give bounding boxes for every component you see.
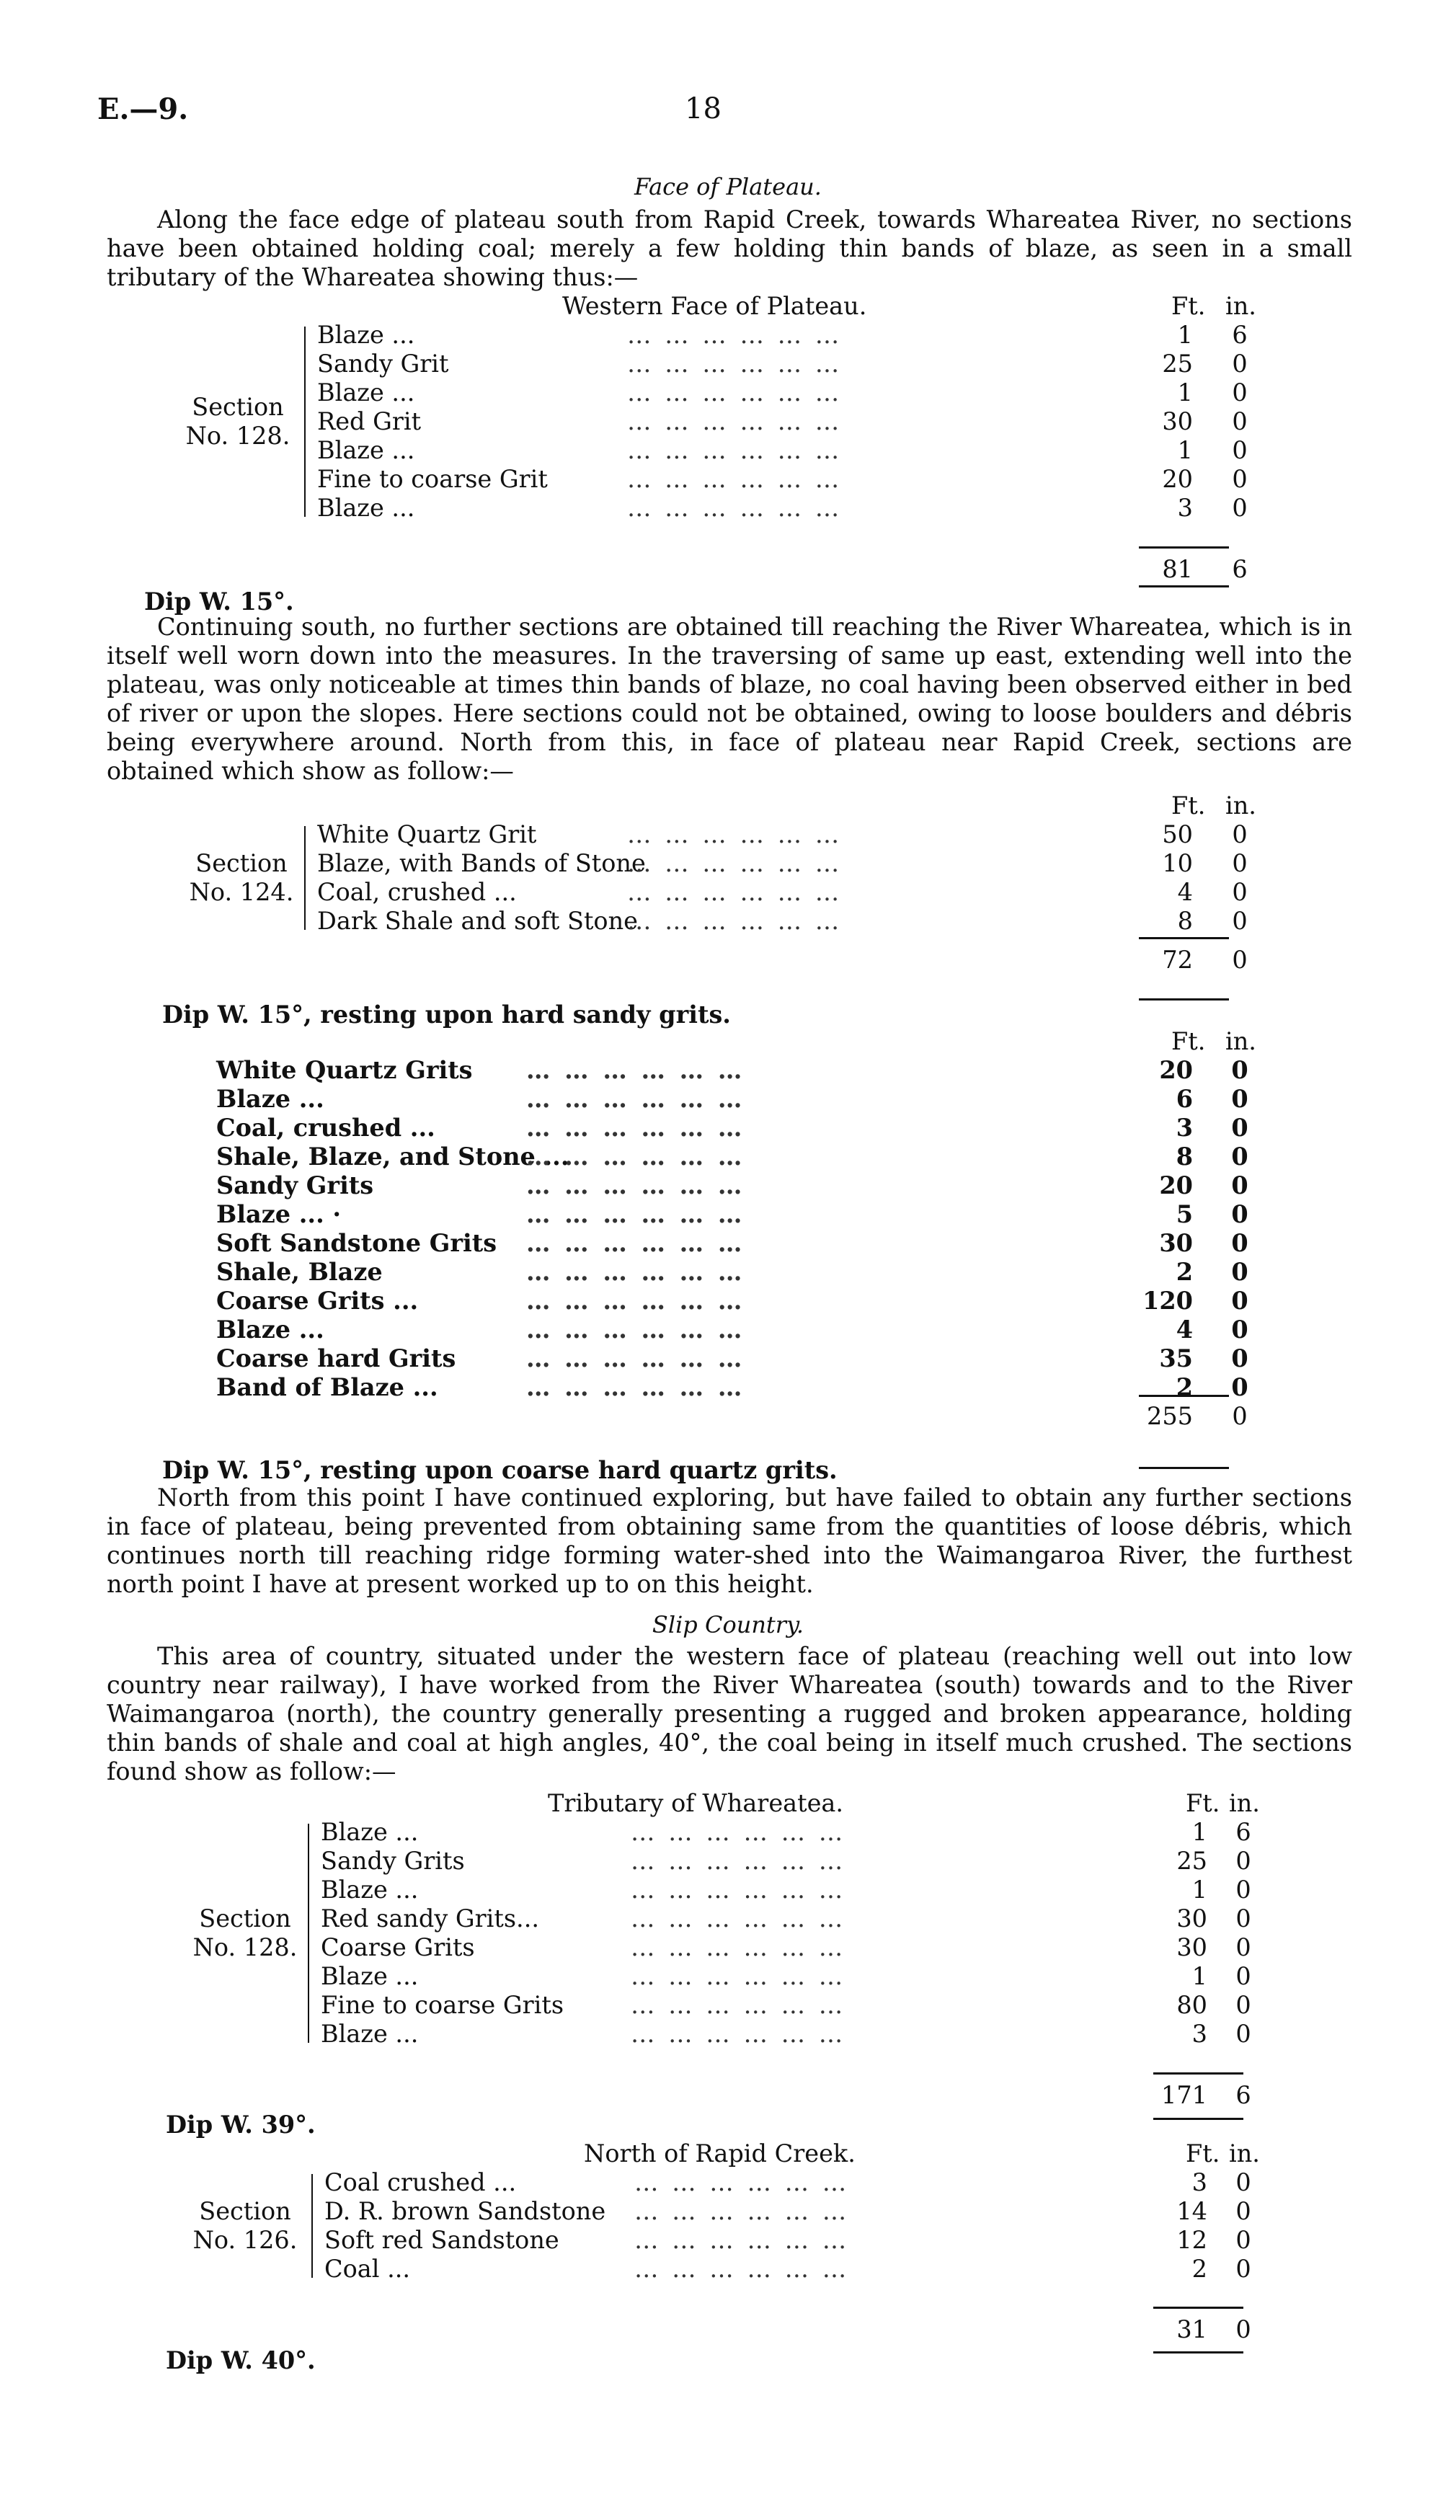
- row-feet: 20: [1162, 465, 1193, 493]
- table-row: [0, 1316, 1456, 1344]
- section-label: Section: [195, 849, 288, 877]
- table-row: [0, 1200, 1456, 1229]
- row-inches: 0: [1235, 2255, 1251, 2283]
- row-material: Blaze, with Bands of Stone: [317, 849, 646, 877]
- dot-leader: … … … … … …: [627, 849, 843, 877]
- row-feet: 5: [1176, 1200, 1193, 1228]
- row-feet: 4: [1176, 1316, 1193, 1344]
- row-material: Blaze ...: [321, 1962, 419, 1990]
- table-row: [0, 2168, 1456, 2197]
- dot-leader: … … … … … …: [526, 1143, 745, 1171]
- dot-leader: … … … … … …: [526, 1316, 745, 1344]
- row-feet: 3: [1191, 2020, 1207, 2048]
- dot-leader: … … … … … …: [526, 1171, 745, 1199]
- table-row: [0, 1818, 1456, 1847]
- dot-leader: … … … … … …: [627, 465, 843, 493]
- dot-leader: … … … … … …: [627, 820, 843, 848]
- row-feet: 3: [1191, 2168, 1207, 2196]
- row-material: Coal crushed ...: [324, 2168, 517, 2196]
- row-inches: 0: [1232, 878, 1248, 906]
- row-feet: 25: [1176, 1847, 1207, 1875]
- section-number: No. 126.: [192, 2226, 298, 2254]
- dot-leader: … … … … … …: [631, 1904, 846, 1933]
- section-brace: [304, 327, 306, 517]
- row-feet: 10: [1162, 849, 1193, 877]
- section-brace: [311, 2174, 313, 2278]
- row-feet: 6: [1176, 1085, 1193, 1113]
- dot-leader: … … … … … …: [526, 1258, 745, 1286]
- dot-leader: … … … … … …: [526, 1287, 745, 1315]
- row-inches: 0: [1231, 1114, 1248, 1142]
- table5-col-ft: Ft.: [1186, 2139, 1220, 2168]
- total-rule: [1139, 998, 1229, 1001]
- row-material: Blaze ...: [321, 2020, 419, 2048]
- table-row: [0, 1114, 1456, 1143]
- row-feet: 80: [1176, 1991, 1207, 2019]
- table5-dip: Dip W. 40°.: [166, 2346, 316, 2374]
- total-rule: [1153, 2118, 1243, 2120]
- row-inches: 0: [1235, 2168, 1251, 2196]
- row-feet: 120: [1142, 1287, 1193, 1315]
- table-row: [0, 1847, 1456, 1876]
- row-material: Red sandy Grits...: [321, 1904, 539, 1933]
- table-row: [0, 321, 1456, 350]
- row-inches: 0: [1235, 1904, 1251, 1933]
- table-row: [0, 1876, 1456, 1904]
- row-material: Coal, crushed ...: [317, 878, 517, 906]
- row-material: Band of Blaze ...: [216, 1373, 438, 1401]
- paragraph-slip-country: This area of country, situated under the western face of plateau (reaching well out into low country near railway), I have worked from the River Whareatea (south) towards and to the River Waimangaroa (north), the country generally presenting a rugged and broken appearance, holding thin bands of shale and coal at high angles, 40°, the coal being in itself much crushed. The sections found show as follow:—: [107, 1642, 1352, 1785]
- table5-heading: North of Rapid Creek.: [584, 2139, 856, 2168]
- table-row: [0, 350, 1456, 378]
- dot-leader: … … … … … …: [526, 1373, 745, 1401]
- row-inches: 0: [1232, 907, 1248, 935]
- dot-leader: … … … … … …: [526, 1114, 745, 1142]
- section-title-face-of-plateau: Face of Plateau.: [634, 173, 822, 200]
- total-inches: 0: [1232, 946, 1248, 974]
- row-feet: 4: [1177, 878, 1193, 906]
- row-material: Coarse hard Grits: [216, 1344, 456, 1372]
- dot-leader: … … … … … …: [627, 494, 843, 522]
- row-inches: 0: [1231, 1200, 1248, 1228]
- row-feet: 1: [1177, 436, 1193, 464]
- row-inches: 0: [1235, 1933, 1251, 1961]
- total-rule: [1153, 2351, 1243, 2353]
- row-feet: 50: [1162, 820, 1193, 848]
- row-feet: 2: [1176, 1373, 1193, 1401]
- row-inches: 0: [1235, 2020, 1251, 2048]
- table4-heading: Tributary of Whareatea.: [548, 1789, 844, 1817]
- table-row: [0, 820, 1456, 849]
- row-inches: 0: [1232, 820, 1248, 848]
- table-row: [0, 1373, 1456, 1402]
- table-row: [0, 1171, 1456, 1200]
- row-material: Blaze ...: [317, 494, 415, 522]
- row-inches: 0: [1235, 1962, 1251, 1990]
- dot-leader: … … … … … …: [526, 1200, 745, 1228]
- dot-leader: … … … … … …: [631, 1818, 846, 1846]
- paragraph-face-of-plateau: Along the face edge of plateau south from Rapid Creek, towards Whareatea River, no sections have been obtained holding coal; merely a few holding thin bands of blaze, as seen in a small tributary of the Whareatea showing thus:—: [107, 205, 1352, 291]
- row-material: Blaze ... ·: [216, 1200, 342, 1228]
- dot-leader: … … … … … …: [631, 1962, 846, 1990]
- row-feet: 8: [1176, 1143, 1193, 1171]
- row-feet: 8: [1177, 907, 1193, 935]
- dot-leader: … … … … … …: [627, 436, 843, 464]
- row-material: Dark Shale and soft Stone: [317, 907, 638, 935]
- row-feet: 30: [1162, 407, 1193, 435]
- section-number: No. 128.: [192, 1933, 298, 1961]
- dot-leader: … … … … … …: [526, 1056, 745, 1084]
- row-material: Blaze ...: [317, 321, 415, 349]
- dot-leader: … … … … … …: [634, 2255, 850, 2283]
- table-row: [0, 1143, 1456, 1171]
- table-row: [0, 1962, 1456, 1991]
- table-row: [0, 465, 1456, 494]
- row-material: Blaze ...: [216, 1085, 324, 1113]
- table-row: [0, 1344, 1456, 1373]
- row-material: Sandy Grits: [321, 1847, 465, 1875]
- row-feet: 2: [1191, 2255, 1207, 2283]
- dot-leader: … … … … … …: [634, 2197, 850, 2225]
- dot-leader: … … … … … …: [627, 378, 843, 407]
- dot-leader: … … … … … …: [631, 1991, 846, 2019]
- row-material: Soft red Sandstone: [324, 2226, 559, 2254]
- document-code: E.—9.: [97, 92, 189, 126]
- row-feet: 30: [1176, 1904, 1207, 1933]
- dot-leader: … … … … … …: [627, 407, 843, 435]
- table-row: [0, 2020, 1456, 2049]
- paragraph-continuing-south: Continuing south, no further sections are obtained till reaching the River Whareatea, which is in itself well worn down into the measures. In the traversing of same up east, extending well into the plateau, was only noticeable at times thin bands of blaze, no coal having been observed either in bed of river or upon the slopes. Here sections could not be obtained, owing to loose boulders and débris being everywhere around. North from this, in face of plateau near Rapid Creek, sections are obtained which show as follow:—: [107, 613, 1352, 785]
- section-number: No. 128.: [185, 422, 290, 450]
- row-feet: 1: [1191, 1818, 1207, 1846]
- row-material: Sandy Grit: [317, 350, 449, 378]
- row-material: D. R. brown Sandstone: [324, 2197, 606, 2225]
- row-material: Sandy Grits: [216, 1171, 374, 1199]
- row-inches: 0: [1231, 1373, 1248, 1401]
- table-row: [0, 494, 1456, 523]
- row-material: Blaze ...: [317, 378, 415, 407]
- dot-leader: … … … … … …: [634, 2226, 850, 2254]
- dot-leader: … … … … … …: [631, 1847, 846, 1875]
- dot-leader: … … … … … …: [627, 321, 843, 349]
- page-number: 18: [685, 92, 722, 125]
- total-inches: 0: [1235, 2315, 1251, 2343]
- row-inches: 0: [1231, 1171, 1248, 1199]
- table-row: [0, 2255, 1456, 2284]
- total-inches: 6: [1232, 555, 1248, 583]
- row-inches: 0: [1235, 2197, 1251, 2225]
- row-material: White Quartz Grit: [317, 820, 537, 848]
- row-inches: 0: [1235, 1847, 1251, 1875]
- row-inches: 0: [1231, 1316, 1248, 1344]
- sum-rule: [1153, 2072, 1243, 2075]
- total-feet: 171: [1161, 2081, 1207, 2109]
- table-row: [0, 907, 1456, 936]
- table2-dip: Dip W. 15°, resting upon hard sandy grits.: [162, 1001, 731, 1029]
- row-inches: 0: [1235, 1876, 1251, 1904]
- row-inches: 0: [1231, 1056, 1248, 1084]
- row-feet: 1: [1191, 1962, 1207, 1990]
- row-inches: 0: [1232, 465, 1248, 493]
- dot-leader: … … … … … …: [631, 2020, 846, 2048]
- dot-leader: … … … … … …: [627, 878, 843, 906]
- row-feet: 30: [1159, 1229, 1193, 1257]
- row-feet: 1: [1191, 1876, 1207, 1904]
- row-feet: 3: [1177, 494, 1193, 522]
- sum-rule: [1153, 2307, 1243, 2309]
- row-inches: 6: [1235, 1818, 1251, 1846]
- row-inches: 0: [1232, 436, 1248, 464]
- row-material: Blaze ...: [321, 1876, 419, 1904]
- row-material: Shale, Blaze: [216, 1258, 383, 1286]
- row-material: Shale, Blaze, and Stone ...: [216, 1143, 569, 1171]
- dot-leader: … … … … … …: [627, 907, 843, 935]
- paragraph-north-from-point: North from this point I have continued exploring, but have failed to obtain any further sections in face of plateau, being prevented from obtaining same from the quantities of loose débris, which continues north till reaching ridge forming water-shed into the Waimangaroa River, the furthest north point I have at present worked up to on this height.: [107, 1483, 1352, 1598]
- row-material: Soft Sandstone Grits: [216, 1229, 497, 1257]
- row-material: Blaze ...: [317, 436, 415, 464]
- dot-leader: … … … … … …: [631, 1876, 846, 1904]
- table4-col-ft: Ft.: [1186, 1789, 1220, 1817]
- row-feet: 20: [1159, 1056, 1193, 1084]
- total-feet: 255: [1147, 1402, 1193, 1430]
- table-row: [0, 1085, 1456, 1114]
- row-inches: 0: [1231, 1143, 1248, 1171]
- sum-rule: [1139, 1395, 1229, 1397]
- sum-rule: [1139, 937, 1229, 939]
- row-inches: 0: [1235, 2226, 1251, 2254]
- total-feet: 31: [1176, 2315, 1207, 2343]
- row-material: Red Grit: [317, 407, 422, 435]
- row-inches: 6: [1232, 321, 1248, 349]
- row-inches: 0: [1231, 1287, 1248, 1315]
- row-inches: 0: [1231, 1085, 1248, 1113]
- dot-leader: … … … … … …: [634, 2168, 850, 2196]
- section-label: Section: [199, 1904, 291, 1933]
- table-row: [0, 1229, 1456, 1258]
- row-material: Blaze ...: [216, 1316, 324, 1344]
- dot-leader: … … … … … …: [526, 1085, 745, 1113]
- total-inches: 6: [1235, 2081, 1251, 2109]
- row-inches: 0: [1235, 1991, 1251, 2019]
- row-feet: 20: [1159, 1171, 1193, 1199]
- row-inches: 0: [1231, 1344, 1248, 1372]
- row-feet: 2: [1176, 1258, 1193, 1286]
- row-feet: 30: [1176, 1933, 1207, 1961]
- row-inches: 0: [1232, 350, 1248, 378]
- total-rule: [1139, 1467, 1229, 1469]
- row-feet: 25: [1162, 350, 1193, 378]
- total-feet: 81: [1162, 555, 1193, 583]
- row-feet: 14: [1176, 2197, 1207, 2225]
- table3-dip: Dip W. 15°, resting upon coarse hard quartz grits.: [162, 1456, 838, 1484]
- row-material: Coarse Grits ...: [216, 1287, 419, 1315]
- table1-col-in: in.: [1225, 292, 1256, 320]
- table5-col-in: in.: [1229, 2139, 1260, 2168]
- dot-leader: … … … … … …: [526, 1344, 745, 1372]
- row-feet: 1: [1177, 378, 1193, 407]
- row-inches: 0: [1232, 849, 1248, 877]
- section-title-slip-country: Slip Country.: [652, 1611, 804, 1638]
- row-inches: 0: [1231, 1258, 1248, 1286]
- table4-col-in: in.: [1229, 1789, 1260, 1817]
- total-feet: 72: [1162, 946, 1193, 974]
- row-material: Coal, crushed ...: [216, 1114, 435, 1142]
- table-row: [0, 1056, 1456, 1085]
- table3-col-in: in.: [1225, 1027, 1256, 1055]
- total-rule: [1139, 585, 1229, 587]
- table1-heading: Western Face of Plateau.: [562, 292, 867, 320]
- row-inches: 0: [1232, 494, 1248, 522]
- row-feet: 35: [1159, 1344, 1193, 1372]
- total-inches: 0: [1232, 1402, 1248, 1430]
- table-row: [0, 1287, 1456, 1316]
- section-brace: [304, 826, 306, 930]
- row-material: Coarse Grits: [321, 1933, 475, 1961]
- row-material: Coal ...: [324, 2255, 411, 2283]
- dot-leader: … … … … … …: [526, 1229, 745, 1257]
- table2-col-ft: Ft.: [1171, 791, 1206, 820]
- row-inches: 0: [1232, 378, 1248, 407]
- dot-leader: … … … … … …: [627, 350, 843, 378]
- section-label: Section: [192, 393, 284, 421]
- row-material: Fine to coarse Grits: [321, 1991, 564, 2019]
- row-material: White Quartz Grits: [216, 1056, 473, 1084]
- table3-col-ft: Ft.: [1171, 1027, 1206, 1055]
- table1-dip: Dip W. 15°.: [144, 587, 294, 616]
- dot-leader: … … … … … …: [631, 1933, 846, 1961]
- row-feet: 1: [1177, 321, 1193, 349]
- row-feet: 3: [1176, 1114, 1193, 1142]
- table1-col-ft: Ft.: [1171, 292, 1206, 320]
- section-brace: [308, 1824, 309, 2043]
- row-material: Fine to coarse Grit: [317, 465, 548, 493]
- table-row: [0, 1258, 1456, 1287]
- row-material: Blaze ...: [321, 1818, 419, 1846]
- sum-rule: [1139, 546, 1229, 549]
- table2-col-in: in.: [1225, 791, 1256, 820]
- table4-dip: Dip W. 39°.: [166, 2111, 316, 2139]
- row-feet: 12: [1176, 2226, 1207, 2254]
- section-number: No. 124.: [189, 878, 294, 906]
- section-label: Section: [199, 2197, 291, 2225]
- table-row: [0, 1991, 1456, 2020]
- row-inches: 0: [1231, 1229, 1248, 1257]
- row-inches: 0: [1232, 407, 1248, 435]
